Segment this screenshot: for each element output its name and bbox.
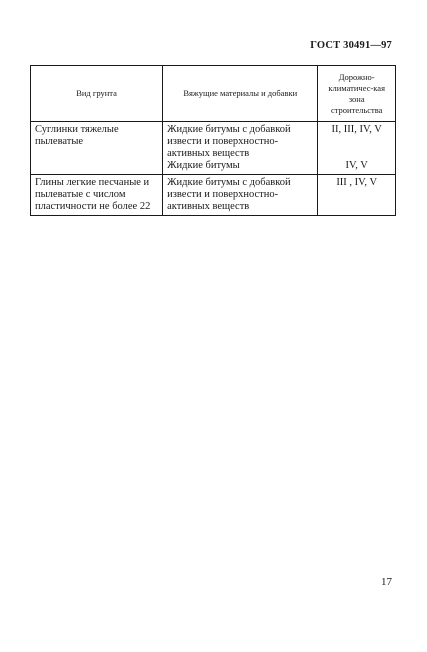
zone-spacer xyxy=(322,136,391,160)
soil-binder-table xyxy=(30,65,396,216)
climate-zone-cell xyxy=(318,122,396,175)
table-row xyxy=(31,175,396,216)
column-header-soil-type: Вид грунта xyxy=(31,66,163,122)
binder-option: Жидкие битумы xyxy=(167,160,240,171)
climate-zone-value: II, III, IV, V xyxy=(331,124,382,135)
binders-cell xyxy=(163,122,318,175)
document-standard-code: ГОСТ 30491—97 xyxy=(310,40,392,51)
climate-zone-cell xyxy=(318,175,396,216)
column-header-climate-zone: Дорожно-климатичес-кая зона строительства xyxy=(318,66,396,122)
climate-zone-value: III , IV, V xyxy=(336,177,378,188)
soil-type-cell: Суглинки тяжелые пылеватые xyxy=(31,122,163,175)
binder-option: Жидкие битумы с добавкой извести и поверхностно-активных веществ xyxy=(167,124,291,159)
binders-cell xyxy=(163,175,318,216)
page-number: 17 xyxy=(381,576,392,588)
column-header-binders: Вяжущие материалы и добавки xyxy=(163,66,318,122)
binder-option: Жидкие битумы с добавкой извести и поверхностно-активных веществ xyxy=(167,177,291,212)
table-row xyxy=(31,122,396,175)
climate-zone-value: IV, V xyxy=(345,160,368,171)
table-header-row xyxy=(31,66,396,122)
soil-type-cell: Глины легкие песчаные и пылеватые с числом пластичности не более 22 xyxy=(31,175,163,216)
